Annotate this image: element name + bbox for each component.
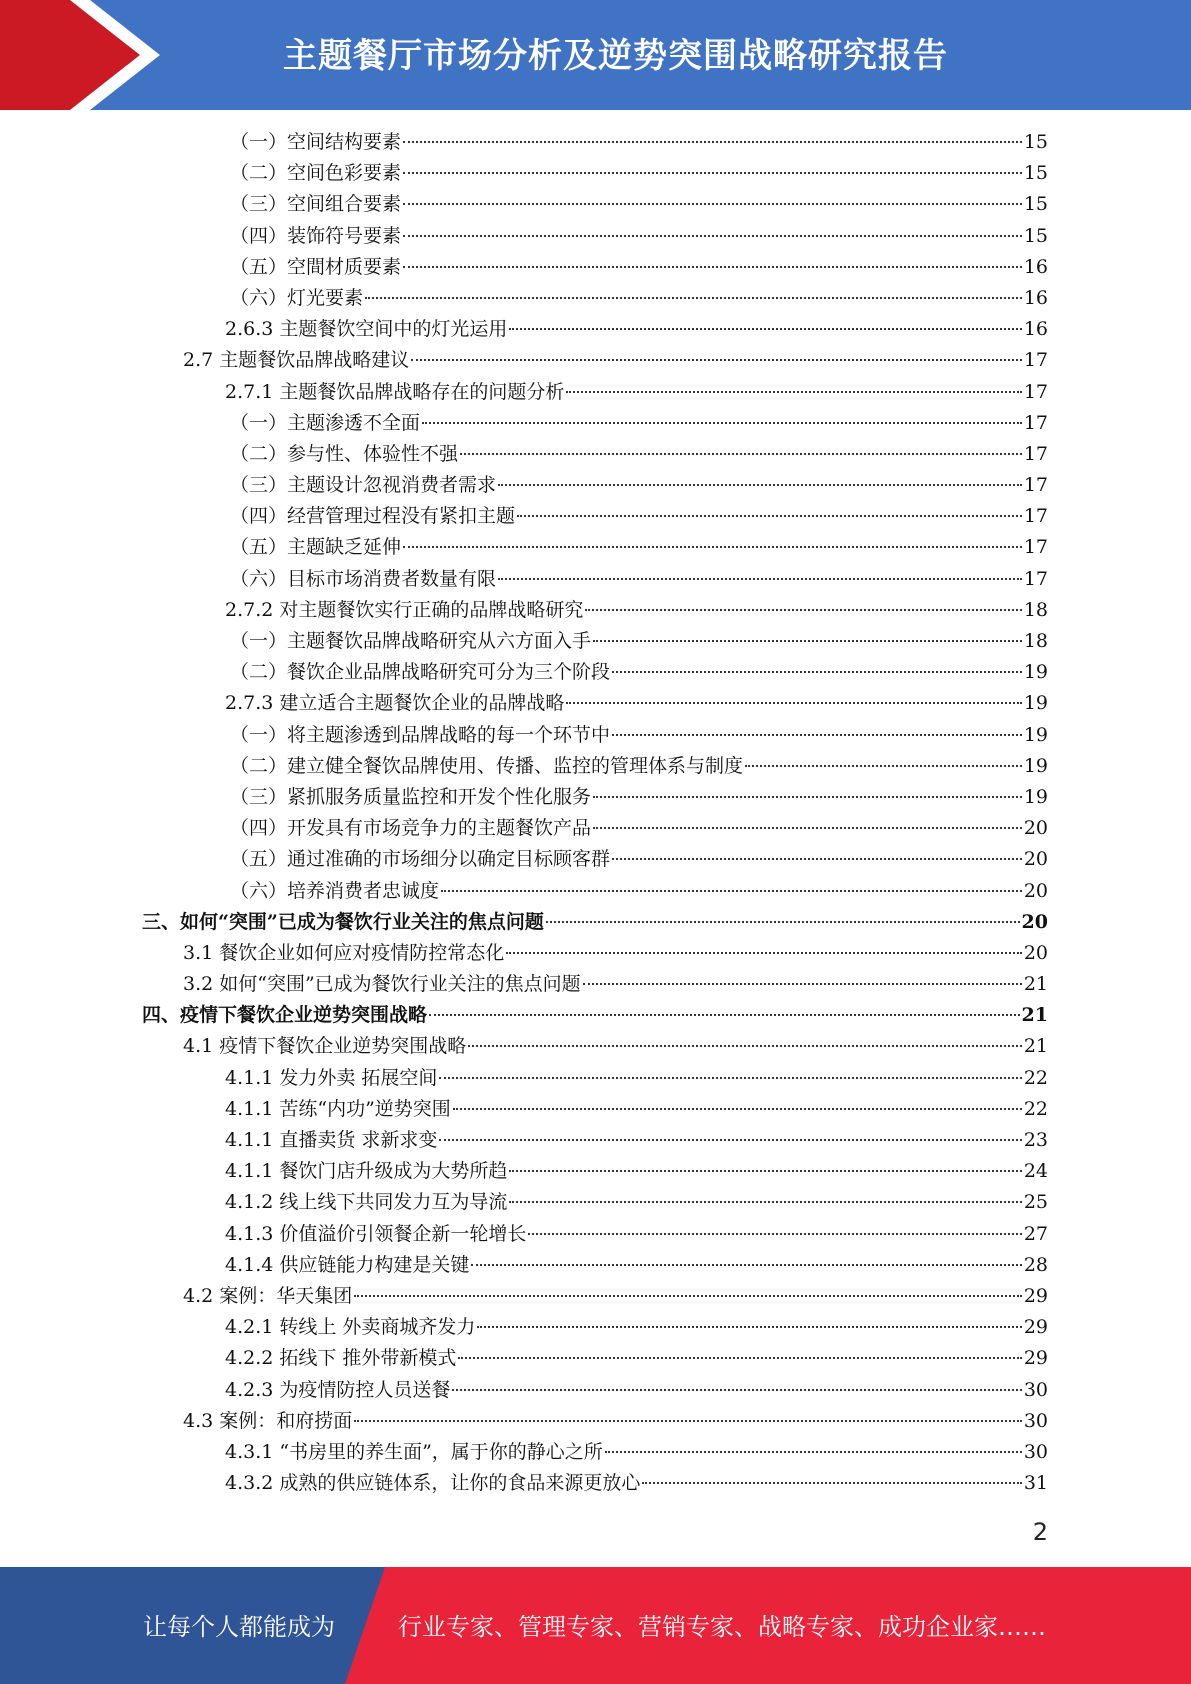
toc-entry[interactable] [0, 751, 1191, 782]
toc-dot-leader [471, 1264, 1021, 1266]
footer-slogan-right: 行业专家、管理专家、营销专家、战略专家、成功企业家…… [398, 1613, 1046, 1641]
toc-entry[interactable] [0, 439, 1191, 470]
toc-entry-page: 17 [1023, 442, 1048, 465]
toc-dot-leader [546, 921, 1020, 923]
toc-dot-leader [612, 671, 1022, 673]
toc-entry-title: 4.2 案例：华天集团 [183, 1284, 353, 1307]
toc-dot-leader [566, 702, 1021, 704]
page-number: 2 [1032, 1518, 1048, 1546]
toc-entry-page: 15 [1023, 131, 1048, 153]
toc-dot-leader [605, 1451, 1022, 1453]
toc-entry-title: 2.7 主题餐饮品牌战略建议 [183, 349, 410, 372]
toc-entry-page: 20 [1023, 941, 1048, 964]
toc-entry-page: 30 [1023, 1409, 1048, 1432]
toc-entry-title: （六）目标市场消费者数量有限 [230, 567, 497, 590]
toc-entry[interactable] [0, 969, 1191, 1000]
toc-entry-page: 29 [1023, 1284, 1048, 1307]
toc-entry-title: 4.1.1 直播卖货 求新求变 [225, 1129, 438, 1151]
toc-entry-page: 19 [1023, 692, 1048, 715]
toc-entry[interactable] [0, 1063, 1191, 1094]
toc-entry-page: 29 [1023, 1316, 1048, 1339]
toc-entry-page: 30 [1023, 1378, 1048, 1401]
toc-entry[interactable] [0, 1187, 1191, 1218]
toc-entry-page: 19 [1023, 754, 1048, 777]
toc-entry-page: 24 [1023, 1160, 1048, 1183]
toc-entry-page: 20 [1023, 879, 1048, 902]
toc-dot-leader [506, 952, 1022, 954]
toc-dot-leader [354, 1420, 1022, 1422]
toc-entry[interactable] [0, 1375, 1191, 1406]
toc-entry[interactable] [0, 345, 1191, 376]
toc-entry-title: （二）餐饮企业品牌战略研究可分为三个阶段 [230, 661, 611, 684]
toc-entry-title: （三）空间组合要素 [230, 193, 402, 216]
toc-dot-leader [612, 734, 1022, 736]
toc-dot-leader [528, 1233, 1021, 1235]
toc-dot-leader [477, 1326, 1021, 1328]
toc-entry-title: 三、如何“突围”已成为餐饮行业关注的焦点问题 [142, 910, 544, 933]
toc-entry[interactable] [0, 470, 1191, 501]
toc-entry-page: 19 [1023, 661, 1048, 684]
toc-entry-page: 27 [1023, 1222, 1048, 1245]
toc-entry-title: 4.1 疫情下餐饮企业逆势突围战略 [183, 1035, 467, 1058]
page-footer [0, 1567, 1191, 1684]
toc-dot-leader [517, 515, 1022, 517]
toc-entry[interactable] [0, 1406, 1191, 1437]
toc-entry[interactable] [0, 314, 1191, 345]
toc-dot-leader [452, 1389, 1021, 1391]
toc-dot-leader [403, 172, 1022, 174]
toc-entry-title: （一）主题餐饮品牌战略研究从六方面入手 [230, 630, 592, 652]
toc-entry-page: 23 [1023, 1129, 1048, 1151]
toc-entry-page: 15 [1023, 224, 1048, 247]
toc-entry-page: 21 [1021, 1004, 1048, 1027]
toc-entry-page: 19 [1023, 723, 1048, 746]
toc-entry-title: 4.3.2 成熟的供应链体系，让你的食品来源更放心 [225, 1472, 641, 1495]
toc-dot-leader [498, 578, 1022, 580]
toc-entry-page: 29 [1023, 1347, 1048, 1370]
toc-entry-title: （三）紧抓服务质量监控和开发个性化服务 [230, 785, 592, 808]
toc-entry[interactable] [0, 1281, 1191, 1312]
toc-entry-title: （二）参与性、体验性不强 [230, 442, 459, 465]
toc-dot-leader [593, 827, 1022, 829]
toc-dot-leader [593, 640, 1022, 642]
toc-dot-leader [612, 858, 1022, 860]
toc-entry-title: （二）建立健全餐饮品牌使用、传播、监控的管理体系与制度 [230, 754, 744, 777]
toc-dot-leader [429, 1014, 1020, 1016]
toc-entry[interactable] [0, 1125, 1191, 1156]
toc-entry-title: 2.7.1 主题餐饮品牌战略存在的问题分析 [225, 380, 565, 403]
toc-entry-title: （四）经营管理过程没有紧扣主题 [230, 505, 516, 528]
toc-entry-title: （二）空间色彩要素 [230, 162, 402, 185]
toc-entry[interactable] [0, 626, 1191, 657]
toc-dot-leader [365, 297, 1022, 299]
toc-entry-title: 3.1 餐饮企业如何应对疫情防控常态化 [183, 941, 505, 964]
toc-entry[interactable] [0, 1031, 1191, 1062]
toc-dot-leader [422, 422, 1022, 424]
toc-entry-page: 18 [1023, 630, 1048, 652]
toc-dot-leader [411, 359, 1022, 361]
toc-entry-page: 15 [1023, 193, 1048, 216]
toc-entry-title: 4.2.3 为疫情防控人员送餐 [225, 1378, 451, 1401]
toc-entry-page: 31 [1023, 1472, 1048, 1495]
toc-entry[interactable] [0, 1312, 1191, 1343]
toc-entry[interactable] [0, 1156, 1191, 1187]
toc-entry[interactable] [0, 688, 1191, 719]
toc-entry[interactable] [0, 1000, 1191, 1031]
toc-entry-page: 19 [1023, 785, 1048, 808]
toc-dot-leader [354, 1295, 1022, 1297]
toc-entry-page: 25 [1023, 1191, 1048, 1214]
toc-dot-leader [403, 203, 1022, 205]
toc-entry[interactable] [0, 844, 1191, 875]
toc-entry-page: 16 [1023, 286, 1048, 309]
toc-dot-leader [403, 235, 1022, 237]
toc-entry-title: （三）主题设计忽视消费者需求 [230, 474, 497, 497]
toc-entry-page: 16 [1023, 318, 1048, 341]
toc-entry-title: 4.3 案例：和府捞面 [183, 1409, 353, 1432]
toc-entry[interactable] [0, 377, 1191, 408]
toc-entry[interactable] [0, 564, 1191, 595]
toc-dot-leader [458, 1357, 1021, 1359]
toc-entry-title: （一）将主题渗透到品牌战略的每一个环节中 [230, 723, 611, 746]
toc-entry-page: 16 [1023, 255, 1048, 278]
toc-entry-title: （四）装饰符号要素 [230, 224, 402, 247]
toc-entry[interactable] [0, 657, 1191, 688]
toc-entry-page: 15 [1023, 162, 1048, 185]
toc-entry-title: 2.7.3 建立适合主题餐饮企业的品牌战略 [225, 692, 565, 715]
toc-entry-title: （一）空间结构要素 [230, 131, 402, 153]
toc-entry[interactable] [0, 189, 1191, 220]
toc-entry[interactable] [0, 1343, 1191, 1374]
toc-entry[interactable] [0, 938, 1191, 969]
toc-entry-page: 17 [1023, 349, 1048, 372]
toc-entry-page: 28 [1023, 1253, 1048, 1276]
toc-entry[interactable] [0, 907, 1191, 938]
table-of-contents [0, 127, 1191, 1499]
toc-entry-title: （一）主题渗透不全面 [230, 411, 421, 434]
toc-dot-leader [439, 1139, 1021, 1141]
toc-entry[interactable] [0, 1094, 1191, 1125]
toc-dot-leader [593, 796, 1022, 798]
toc-entry-title: （五）空間材质要素 [230, 255, 402, 278]
toc-entry-page: 17 [1023, 567, 1048, 590]
toc-dot-leader [585, 609, 1021, 611]
toc-entry-title: 四、疫情下餐饮企业逆势突围战略 [142, 1004, 428, 1027]
toc-entry-page: 21 [1023, 973, 1048, 996]
toc-entry[interactable] [0, 1219, 1191, 1250]
toc-entry-title: 4.2.1 转线上 外卖商城齐发力 [225, 1316, 476, 1339]
toc-dot-leader [403, 546, 1022, 548]
toc-dot-leader [460, 453, 1022, 455]
toc-dot-leader [439, 1077, 1021, 1079]
toc-dot-leader [509, 1201, 1021, 1203]
toc-entry[interactable] [0, 127, 1191, 158]
toc-entry-page: 17 [1023, 380, 1048, 403]
toc-dot-leader [441, 890, 1022, 892]
toc-dot-leader [583, 983, 1022, 985]
toc-dot-leader [509, 328, 1021, 330]
toc-entry-title: 4.1.1 餐饮门店升级成为大势所趋 [225, 1160, 508, 1183]
toc-entry[interactable] [0, 720, 1191, 751]
toc-entry-page: 20 [1023, 817, 1048, 840]
toc-entry[interactable] [0, 782, 1191, 813]
toc-entry-page: 22 [1023, 1066, 1048, 1089]
toc-entry[interactable] [0, 408, 1191, 439]
toc-entry[interactable] [0, 283, 1191, 314]
toc-entry-page: 21 [1023, 1035, 1048, 1058]
toc-entry-title: （六）灯光要素 [230, 286, 364, 309]
toc-entry-page: 18 [1023, 598, 1048, 621]
page-header [0, 0, 1191, 110]
toc-entry-page: 22 [1023, 1097, 1048, 1120]
toc-entry-title: （五）主题缺乏延伸 [230, 536, 402, 559]
toc-entry-page: 20 [1023, 848, 1048, 871]
toc-entry-title: 4.1.1 发力外卖 拓展空间 [225, 1066, 438, 1089]
toc-dot-leader [468, 1045, 1022, 1047]
toc-entry[interactable] [0, 501, 1191, 532]
toc-entry-title: 4.2.2 拓线下 推外带新模式 [225, 1347, 457, 1370]
toc-entry-title: （六）培养消费者忠诚度 [230, 879, 440, 902]
toc-dot-leader [642, 1482, 1021, 1484]
toc-entry[interactable] [0, 1468, 1191, 1499]
toc-dot-leader [745, 765, 1022, 767]
toc-entry-title: 2.6.3 主题餐饮空间中的灯光运用 [225, 318, 508, 341]
toc-dot-leader [403, 266, 1022, 268]
toc-entry[interactable] [0, 1437, 1191, 1468]
toc-entry[interactable] [0, 252, 1191, 283]
toc-entry[interactable] [0, 595, 1191, 626]
toc-entry-title: 4.3.1 “书房里的养生面”，属于你的静心之所 [225, 1440, 603, 1463]
toc-dot-leader [498, 484, 1022, 486]
toc-entry-page: 17 [1023, 474, 1048, 497]
toc-entry-title: 3.2 如何“突围”已成为餐饮行业关注的焦点问题 [183, 973, 581, 996]
toc-entry-title: （四）开发具有市场竞争力的主题餐饮产品 [230, 817, 592, 840]
toc-dot-leader [566, 391, 1021, 393]
toc-entry[interactable] [0, 1250, 1191, 1281]
toc-entry-title: （五）通过准确的市场细分以确定目标顾客群 [230, 848, 611, 871]
toc-entry-page: 17 [1023, 505, 1048, 528]
toc-entry[interactable] [0, 221, 1191, 252]
toc-entry-page: 20 [1021, 910, 1048, 933]
toc-entry-page: 30 [1023, 1440, 1048, 1463]
toc-entry[interactable] [0, 876, 1191, 907]
toc-entry-title: 4.1.4 供应链能力构建是关键 [225, 1253, 470, 1276]
report-title: 主题餐厅市场分析及逆势突围战略研究报告 [283, 36, 948, 76]
toc-dot-leader [509, 1170, 1021, 1172]
toc-entry[interactable] [0, 158, 1191, 189]
toc-dot-leader [403, 141, 1022, 143]
toc-entry-title: 4.1.2 线上线下共同发力互为导流 [225, 1191, 508, 1214]
toc-entry-title: 2.7.2 对主题餐饮实行正确的品牌战略研究 [225, 598, 584, 621]
toc-entry-title: 4.1.3 价值溢价引领餐企新一轮增长 [225, 1222, 527, 1245]
toc-entry-page: 17 [1023, 411, 1048, 434]
toc-entry[interactable] [0, 813, 1191, 844]
toc-dot-leader [453, 1108, 1022, 1110]
footer-slogan-left: 让每个人都能成为 [143, 1613, 335, 1641]
toc-entry-page: 17 [1023, 536, 1048, 559]
toc-entry[interactable] [0, 532, 1191, 563]
toc-entry-title: 4.1.1 苦练“内功”逆势突围 [225, 1097, 451, 1120]
